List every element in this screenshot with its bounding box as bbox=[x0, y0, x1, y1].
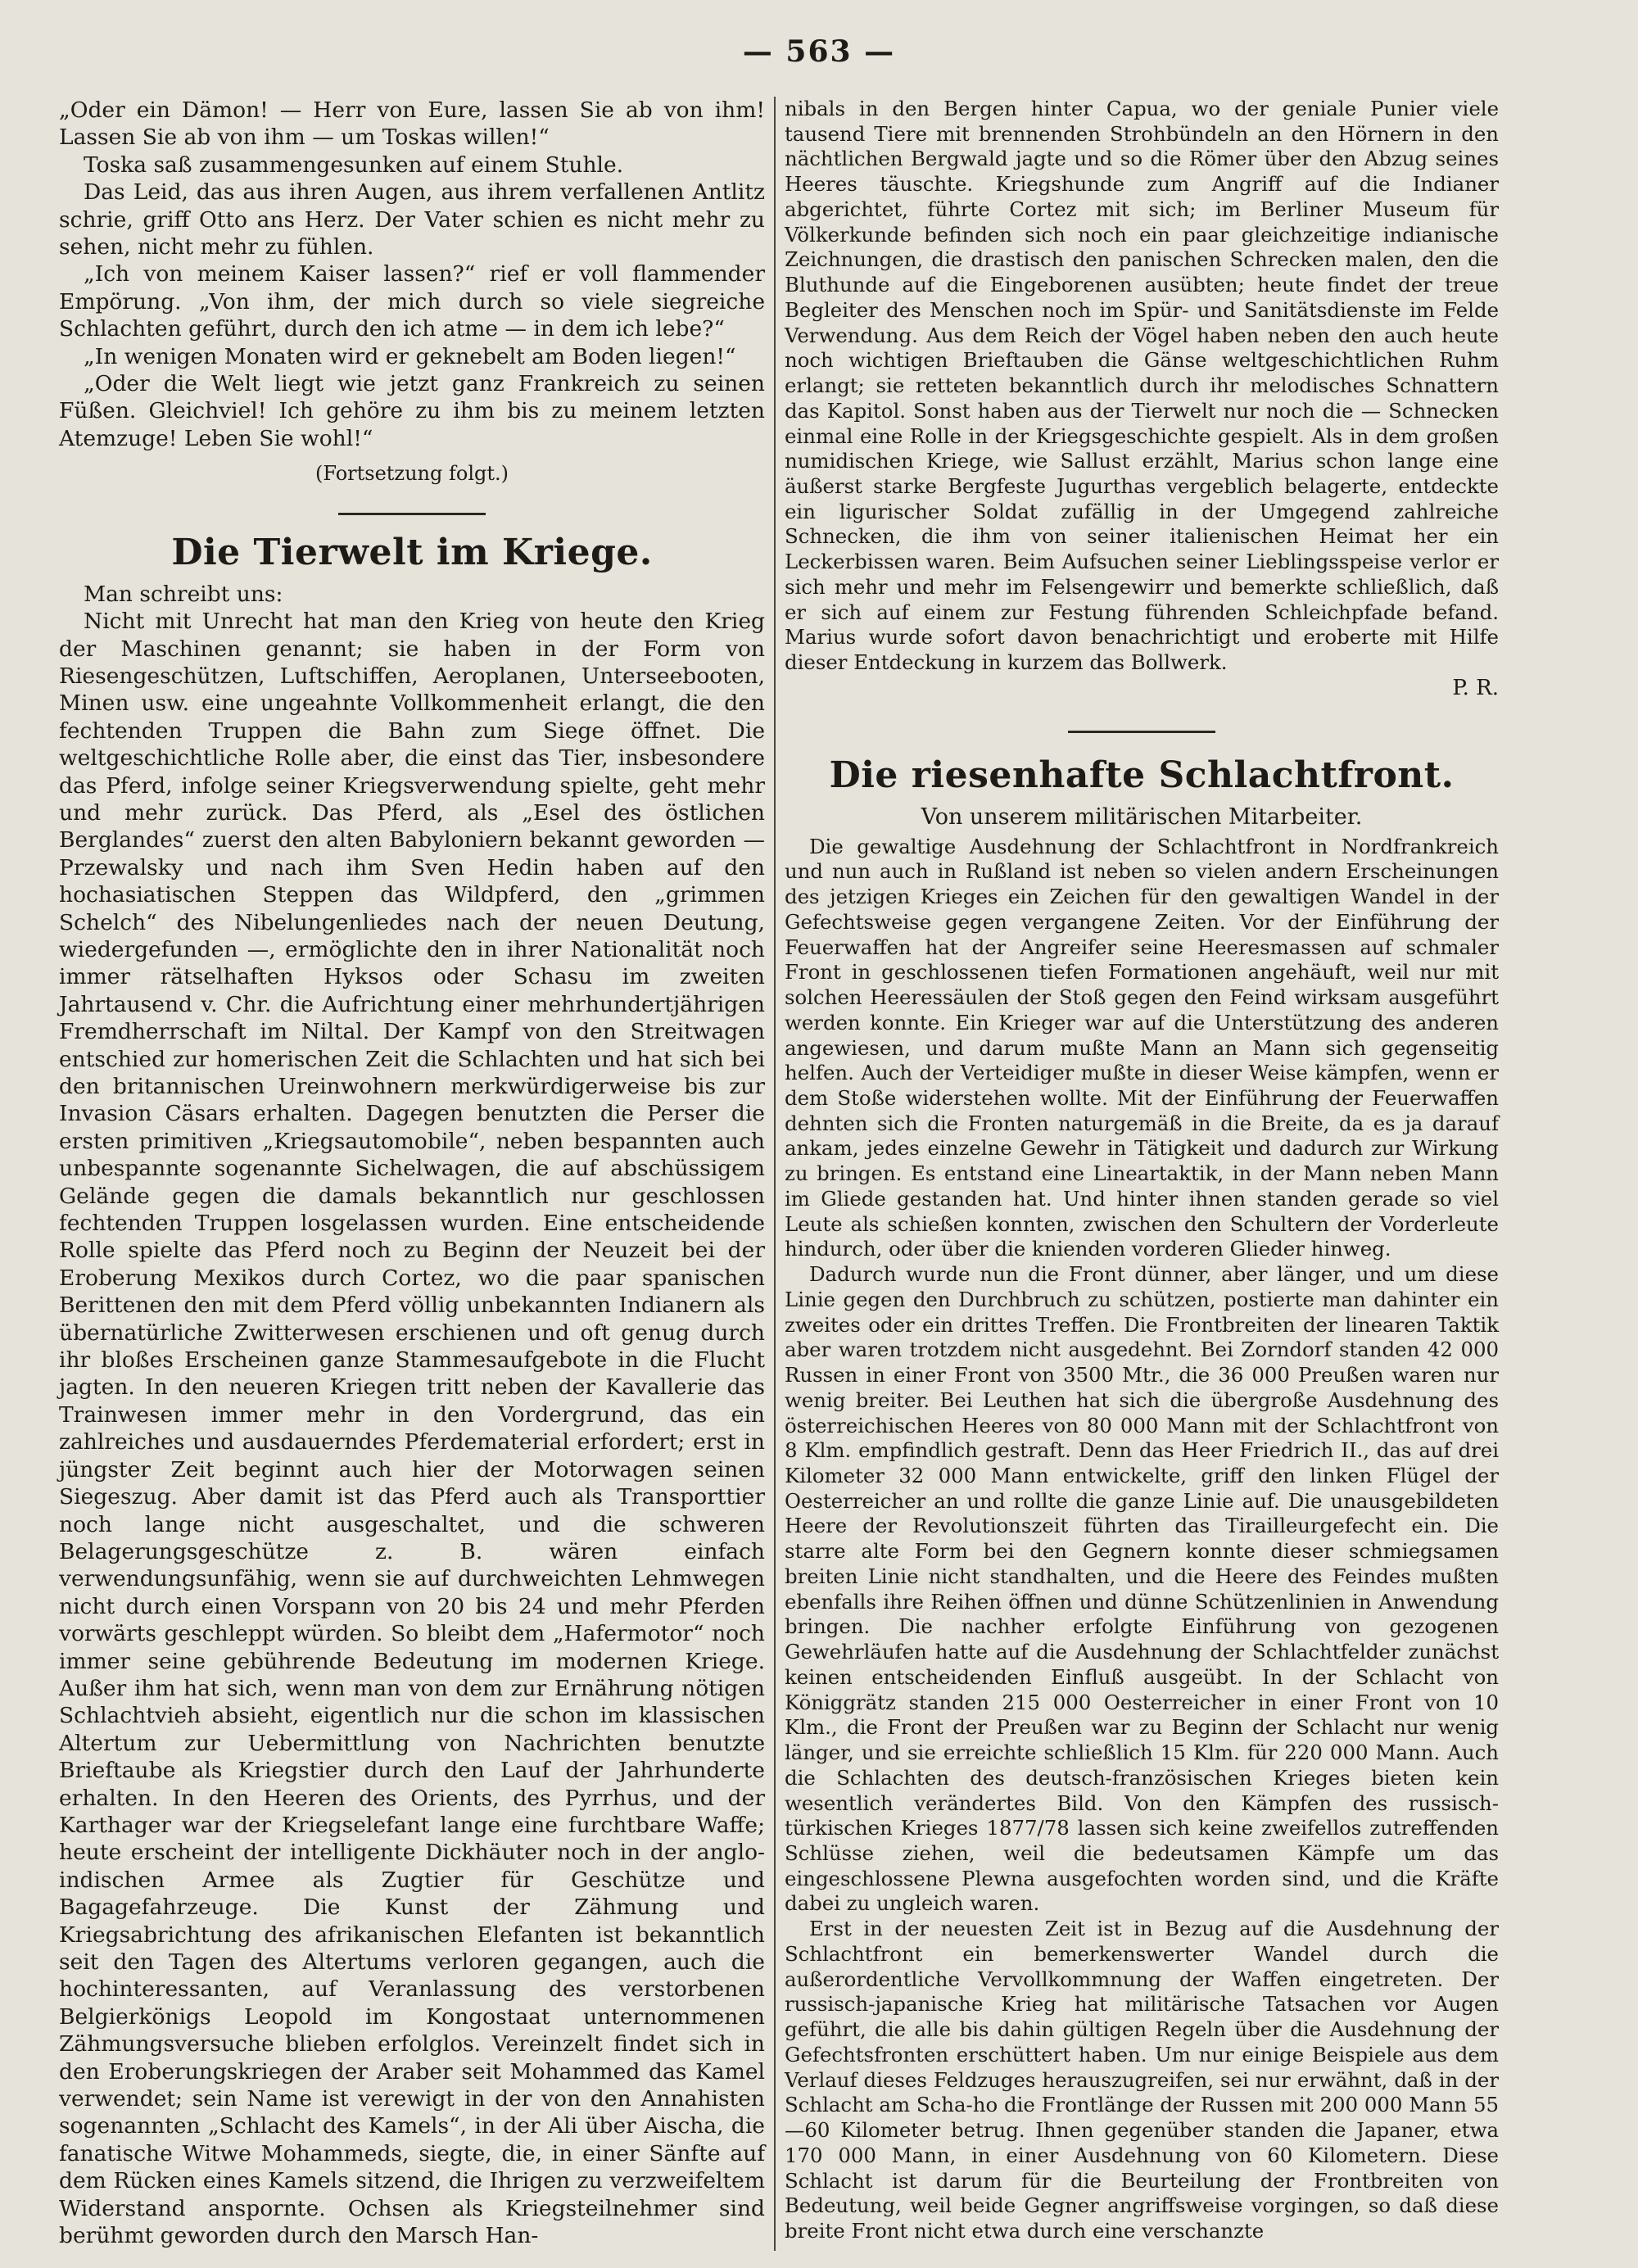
article-paragraph: Erst in der neuesten Zeit ist in Bezug auf die Ausdehnung der Schlachtfront ein bemerkenswerter Wandel durch die außerordentliche Vervollkommnung der Waffen eingetreten. Der russisch-japanische Krieg hat militärische Tatsachen vor Augen geführt, die alle bis dahin gültigen Regeln über die Ausdehnung der Gefechtsfronten erschüttert haben. Um nur einige Beispiele aus dem Verlauf dieses Feldzuges herauszugreifen, sei nur erwähnt, daß in der Schlacht am Scha-ho die Frontlänge der Russen mit 200 000 Mann 55—60 Kilometer betrug. Ihnen gegenüber standen die Japaner, etwa 170 000 Mann, in einer Ausdehnung von 60 Kilometern. Diese Schlacht ist darum für die Beurteilung der Frontbreiten von Bedeutung, weil beide Gegner angriffsweise vorgingen, so daß diese breite Front nicht etwa durch eine verschanzte bbox=[785, 1917, 1499, 2243]
story-paragraph: „In wenigen Monaten wird er geknebelt am Boden liegen!“ bbox=[84, 343, 736, 369]
article-title-tierwelt: Die Tierwelt im Kriege. bbox=[171, 531, 653, 573]
story-paragraph: Das Leid, das aus ihren Augen, aus ihrem verfallenen Antlitz schrie, griff Otto ans Herz. Der Vater schien es nicht mehr zu sehen, nicht mehr zu fühlen. bbox=[59, 179, 765, 260]
story-paragraph: Toska saß zusammengesunken auf einem Stuhle. bbox=[84, 152, 624, 178]
article-paragraph: nibals in den Bergen hinter Capua, wo der geniale Punier viele tausend Tiere mit brennenden Strohbündeln an den Hörnern in den nächtlichen Bergwald jagte und so die Römer über den Abzug seines Heeres täuschte. Kriegshunde zum Angriff auf die Indianer abgerichtet, führte Cortez mit sich; im Berliner Museum für Völkerkunde befinden sich noch ein paar gleichzeitige indianische Zeichnungen, die drastisch den panischen Schrecken malen, den die Bluthunde auf die Eingeborenen ausübten; heute findet der treue Begleiter des Menschen noch im Spür- und Sanitätsdienste im Felde Verwendung. Aus dem Reich der Vögel haben neben den auch heute noch wichtigen Brieftauben die Gänse weltgeschichtlichen Ruhm erlangt; sie retteten bekanntlich durch ihr melodisches Schnattern das Kapitol. Sonst haben aus der Tierwelt nur noch die — Schnecken einmal eine Rolle in der Kriegsgeschichte gespielt. Als in dem großen numidischen Kriege, wie Sallust erzählt, Marius schon lange eine äußerst starke Bergfeste Jugurthas vergeblich belagerte, entdeckte ein ligurischer Soldat zufällig in der Umgegend zahlreiche Schnecken, die ihm von seiner italienischen Heimat her ein Leckerbissen waren. Beim Aufsuchen seiner Lieblingsspeise verlor er sich mehr und mehr im Felsengewirr und bemerkte schließlich, daß er sich auf einem zur Festung führenden Schleichpfade befand. Marius wurde sofort davon benachrichtigt und eroberte mit Hilfe dieser Entdeckung in kurzem das Bollwerk. bbox=[785, 97, 1499, 675]
page-number: — 563 — bbox=[742, 34, 896, 69]
story-paragraph: „Ich von meinem Kaiser lassen?“ rief er voll flammender Empörung. „Von ihm, der mich durch so viele siegreiche Schlachten geführt, durch den ich atme — in dem ich lebe?“ bbox=[59, 261, 765, 342]
article-intro: Man schreibt uns: bbox=[84, 581, 283, 607]
story-paragraph: „Oder ein Dämon! — Herr von Eure, lassen Sie ab von ihm! Lassen Sie ab von ihm — um Toskas willen!“ bbox=[59, 97, 765, 151]
right-column bbox=[785, 97, 1499, 2244]
article-paragraph: Nicht mit Unrecht hat man den Krieg von heute den Krieg der Maschinen genannt; sie haben in der Form von Riesengeschützen, Luftschiffen, Aeroplanen, Unterseebooten, Minen usw. eine ungeahnte Vollkommenheit erlangt, die den fechtenden Truppen die Bahn zum Siege öffnet. Die weltgeschichtliche Rolle aber, die einst das Tier, insbesondere das Pferd, infolge seiner Kriegsverwendung spielte, geht mehr und mehr zurück. Das Pferd, als „Esel des östlichen Berglandes“ zuerst den alten Babyloniern bekannt geworden — Przewalsky und nach ihm Sven Hedin haben auf den hochasiatischen Steppen das Wildpferd, den „grimmen Schelch“ des Nibelungenliedes nach der neuen Deutung, wiedergefunden —, ermöglichte den in ihrer Nationalität noch immer rätselhaften Hyksos oder Schasu im zweiten Jahrtausend v. Chr. die Aufrichtung einer mehrhundertjährigen Fremdherrschaft im Niltal. Der Kampf von den Streitwagen entschied zur homerischen Zeit die Schlachten und hat sich bei den britannischen Ureinwohnern merkwürdigerweise bis zur Invasion Cäsars erhalten. Dagegen benutzten die Perser die ersten primitiven „Kriegsautomobile“, neben bespannten auch unbespannte sogenannte Sichelwagen, die auf abschüssigem Gelände gegen die damals bekanntlich nur geschlossen fechtenden Truppen losgelassen wurden. Eine entscheidende Rolle spielte das Pferd noch zu Beginn der Neuzeit bei der Eroberung Mexikos durch Cortez, wo die paar spanischen Berittenen den mit dem Pferd völlig unbekannten Indianern als übernatürliche Zwitterwesen erschienen und oft genug durch ihr bloßes Erscheinen ganze Stammesaufgebote in die Flucht jagten. In den neueren Kriegen tritt neben der Kavallerie das Trainwesen immer mehr in den Vordergrund, das ein zahlreiches und ausdauerndes Pferdematerial erfordert; erst in jüngster Zeit beginnt auch hier der Motorwagen seinen Siegeszug. Aber damit ist das Pferd auch als Transporttier noch lange nicht ausgeschaltet, und die schweren Belagerungsgeschütze z. B. wären einfach verwendungsunfähig, wenn sie auf durchweichten Lehmwegen nicht durch einen Vorspann von 20 bis 24 und mehr Pferden vorwärts geschleppt würden. So bleibt dem „Hafermotor“ noch immer seine gebührende Bedeutung im modernen Kriege. Außer ihm hat sich, wenn man von dem zur Ernährung nötigen Schlachtvieh absieht, eigentlich nur die schon im klassischen Altertum zur Uebermittlung von Nachrichten benutzte Brieftaube als Kriegstier durch den Lauf der Jahrhunderte erhalten. In den Heeren des Orients, des Pyrrhus, und der Karthager war der Kriegselefant lange eine furchtbare Waffe; heute erscheint der intelligente Dickhäuter noch in der anglo-indischen Armee als Zugtier für Geschütze und Bagagefahrzeuge. Die Kunst der Zähmung und Kriegsabrichtung des afrikanischen Elefanten ist bekanntlich seit den Tagen des Altertums verloren gegangen, auch die hochinteressanten, auf Veranlassung des verstorbenen Belgierkönigs Leopold im Kongostaat unternommenen Zähmungsversuche blieben erfolglos. Vereinzelt findet sich in den Eroberungskriegen der Araber seit Mohammed das Kamel verwendet; sein Name ist verewigt in der von den Annahisten sogenannten „Schlacht des Kamels“, in der Ali über Aischa, die fanatische Witwe Mohammeds, siegte, die, in einer Sänfte auf dem Rücken eines Kamels sitzend, die Ihrigen zu verzweifeltem Widerstand anspornte. Ochsen als Kriegsteilnehmer sind berühmt geworden durch den Marsch Han- bbox=[59, 609, 765, 2249]
column-divider bbox=[774, 97, 776, 2251]
article-title-schlachtfront: Die riesenhafte Schlachtfront. bbox=[829, 754, 1455, 796]
story-paragraph: „Oder die Welt liegt wie jetzt ganz Frankreich zu seinen Füßen. Gleichviel! Ich gehöre zu ihm bis zu meinem letzten Atemzuge! Leben Sie wohl!“ bbox=[59, 371, 765, 451]
article-paragraph: Die gewaltige Ausdehnung der Schlachtfront in Nordfrankreich und nun auch in Rußland ist neben so vielen andern Erscheinungen des jetzigen Krieges ein Zeichen für den gewaltigen Wandel in der Gefechtsweise gegen vergangene Zeiten. Vor der Einführung der Feuerwaffen hat der Angreifer seine Heeresmassen auf schmaler Front in geschlossenen tiefen Formationen angehäuft, weil nur mit solchen Heeressäulen der Stoß gegen den Feind wirksam ausgeführt werden konnte. Ein Krieger war auf die Unterstützung des anderen angewiesen, und darum mußte Mann an Mann sich gegenseitig helfen. Auch der Verteidiger mußte in dieser Weise kämpfen, wenn er dem Stoße widerstehen wollte. Mit der Einführung der Feuerwaffen dehnten sich die Fronten naturgemäß in die Breite, da es ja darauf ankam, jedes einzelne Gewehr in Tätigkeit und dadurch zur Wirkung zu bringen. Es entstand eine Lineartaktik, in der Mann neben Mann im Gliede gestanden hat. Und hinter ihnen standen gerade so viel Leute als schießen konnten, zwischen den Schultern der Vorderleute hindurch, oder über die knienden vorderen Glieder hinweg. bbox=[785, 834, 1499, 1261]
article-paragraph: Dadurch wurde nun die Front dünner, aber länger, und um diese Linie gegen den Durchbruch zu schützen, postierte man dahinter ein zweites oder ein drittes Treffen. Die Frontbreiten der linearen Taktik aber waren trotzdem nicht ausgedehnt. Bei Zorndorf standen 42 000 Russen in einer Front von 3500 Mtr., die 36 000 Preußen waren nur wenig breiter. Bei Leuthen hat sich die übergroße Ausdehnung des österreichischen Heeres von 80 000 Mann mit der Schlachtfront von 8 Klm. empfindlich gestraft. Denn das Heer Friedrich II., das auf drei Kilometer 32 000 Mann entwickelte, griff den linken Flügel der Oesterreicher an und rollte die ganze Linie auf. Die unausgebildeten Heere der Revolutionszeit führten das Tirailleurgefecht ein. Die starre alte Form bei den Gegnern konnte dieser schmiegsamen breiten Linie nicht standhalten, und die Heere des Feindes mußten ebenfalls ihre Reihen öffnen und dünne Schützenlinien in Anwendung bringen. Die nachher erfolgte Einführung von gezogenen Gewehrläufen hatte auf die Ausdehnung der Schlachtfelder zunächst keinen entscheidenden Einfluß ausgeübt. In der Schlacht von Königgrätz standen 215 000 Oesterreicher in einer Front von 10 Klm., die Front der Preußen war zu Beginn der Schlacht nur wenig länger, und sie erreichte schließlich 15 Klm. für 220 000 Mann. Auch die Schlachten des deutsch-französischen Krieges bieten kein wesentlich verändertes Bild. Von den Kämpfen des russisch-türkischen Krieges 1877/78 lassen sich keine zweifellos zutreffenden Schlüsse ziehen, weil die bedeutsamen Kämpfe um das eingeschlossene Plewna ausgefochten worden sind, und die Kräfte dabei zu ungleich waren. bbox=[785, 1262, 1499, 1916]
continuation-note: (Fortsetzung folgt.) bbox=[315, 462, 509, 486]
left-column bbox=[59, 97, 765, 2249]
section-rule bbox=[338, 513, 486, 515]
section-rule bbox=[1068, 731, 1215, 733]
article-byline: Von unserem militärischen Mitarbeiter. bbox=[921, 804, 1363, 830]
author-initials: P. R. bbox=[1452, 675, 1499, 700]
